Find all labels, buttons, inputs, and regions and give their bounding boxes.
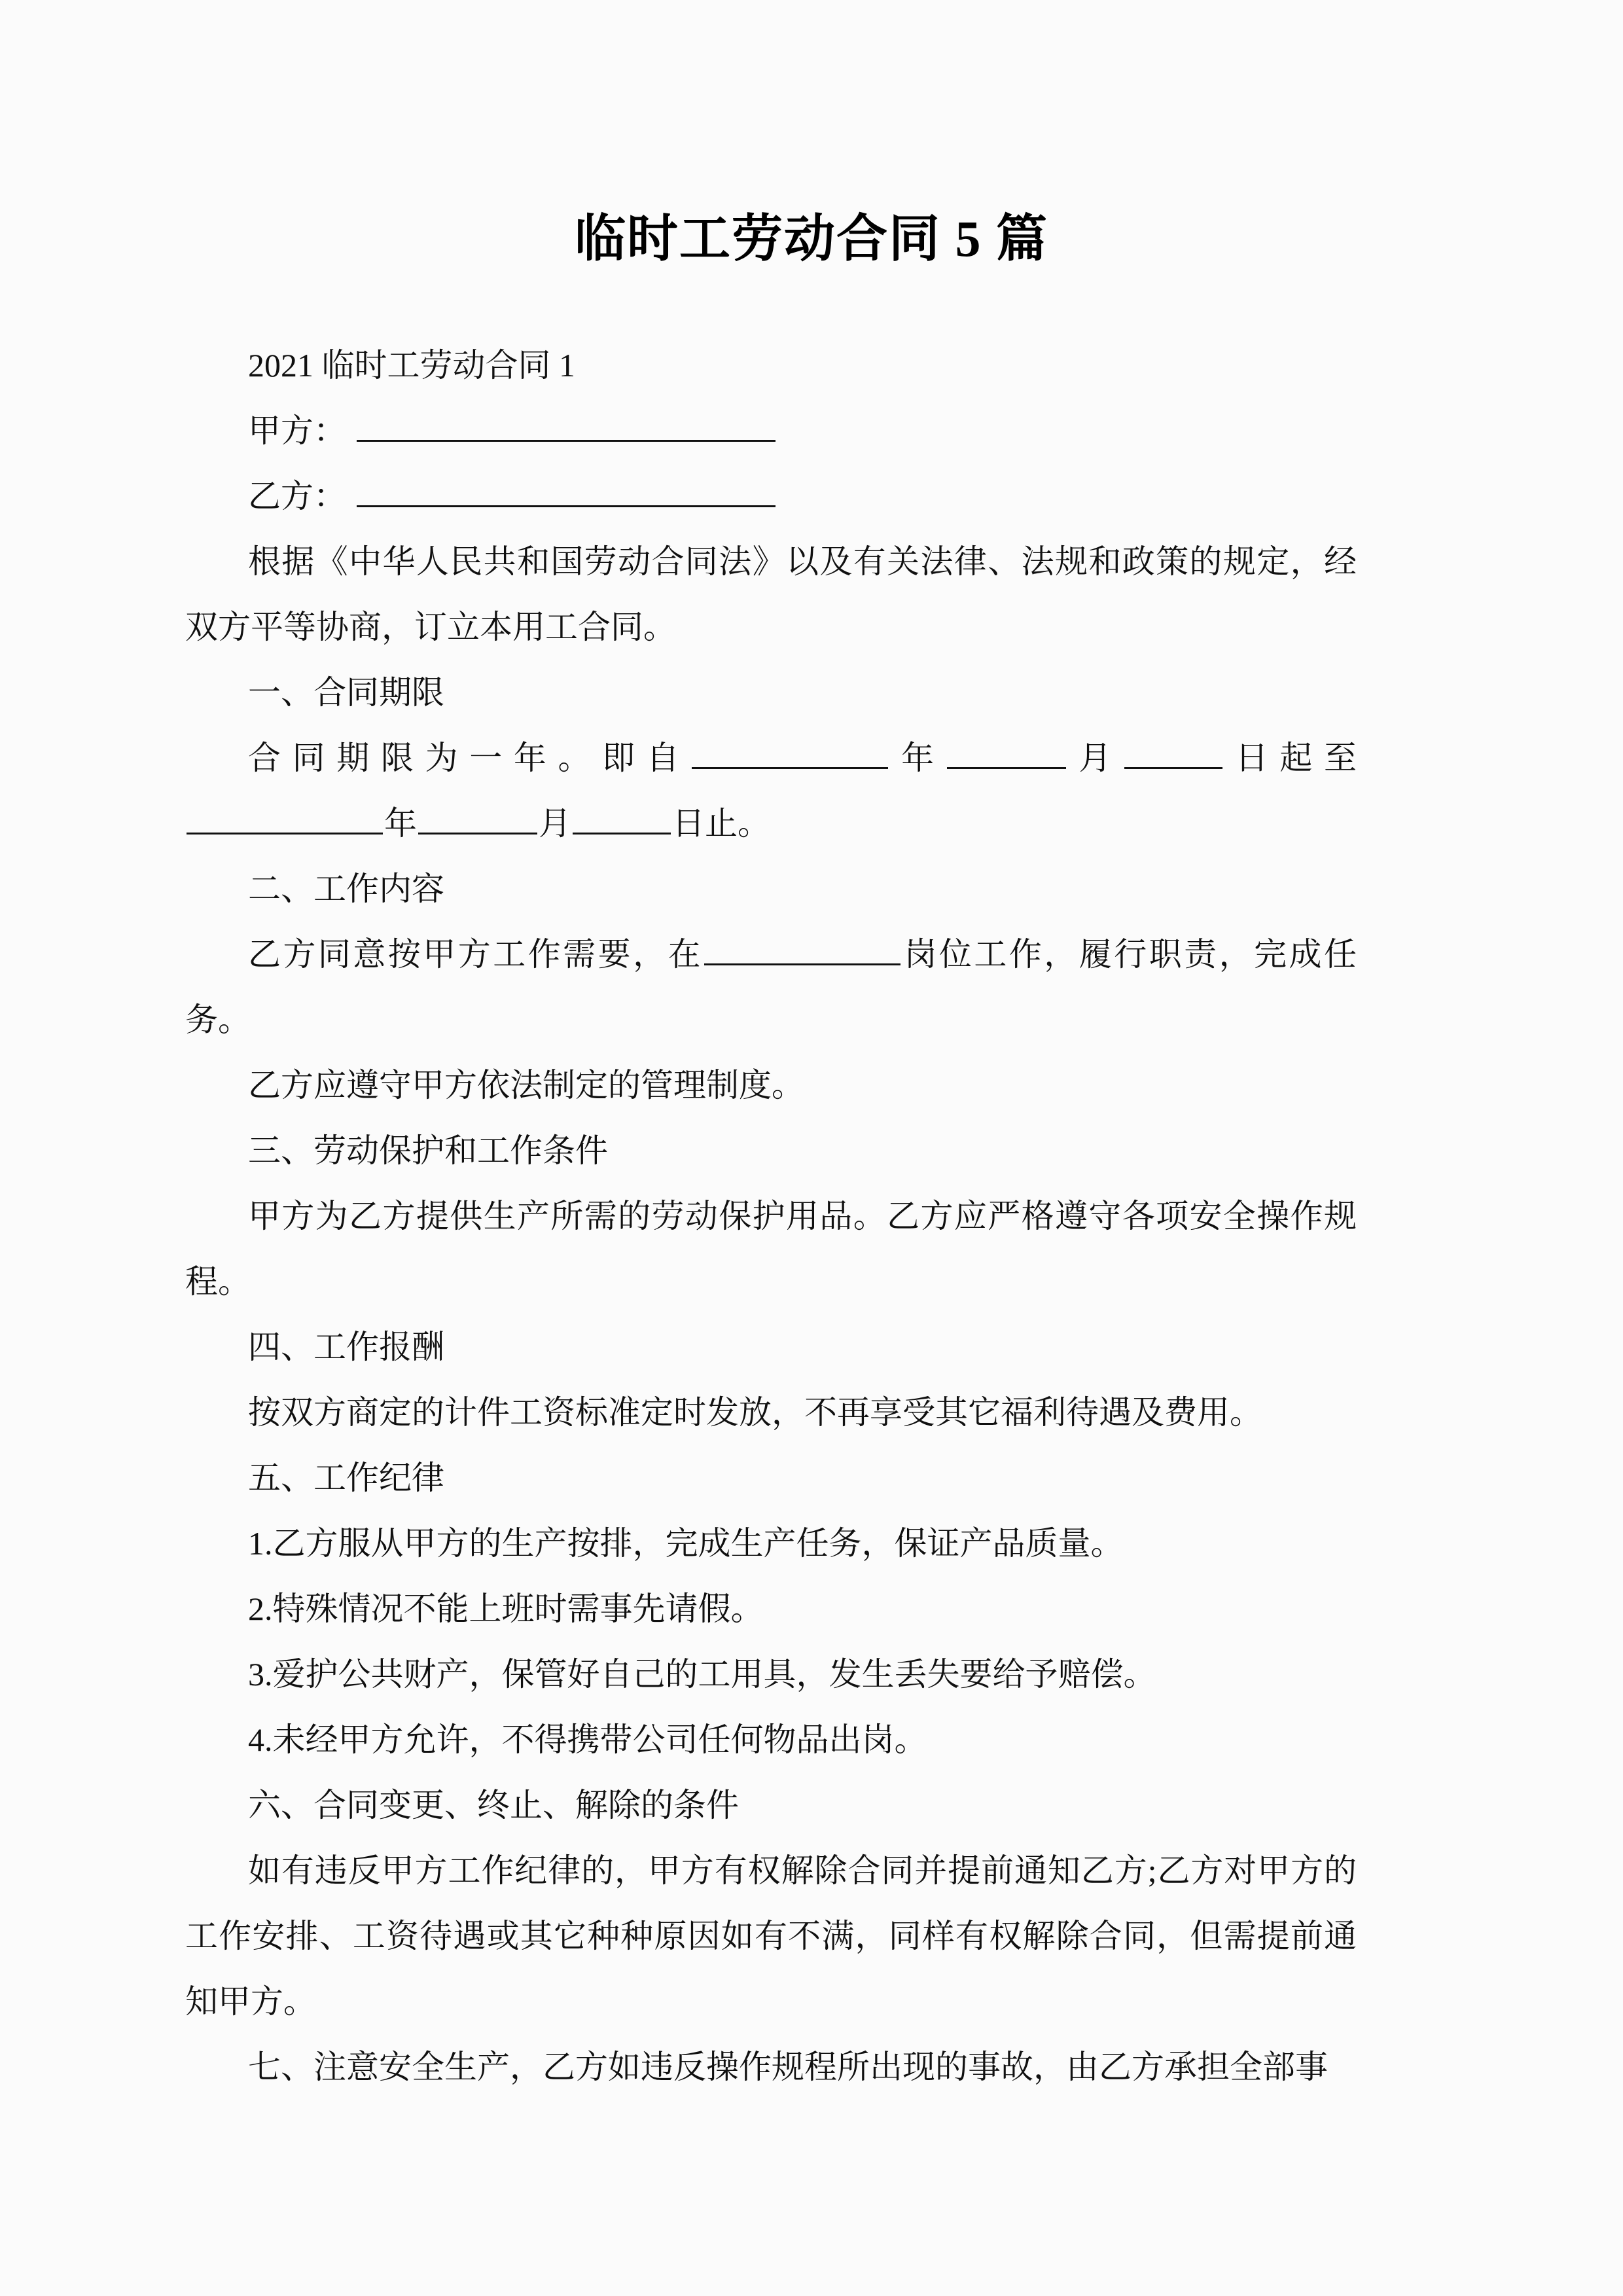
clause-6-heading: 六、合同变更、终止、解除的条件 xyxy=(248,1787,739,1823)
clause-4-heading: 四、工作报酬 xyxy=(248,1329,444,1365)
clause-1-text-a: 合同期限为一年。即自 xyxy=(248,740,691,776)
page-title: 临时工劳动合同 5 篇 xyxy=(574,210,1048,268)
clause-5-item-3: 3.爱护公共财产，保管好自己的工用具，发生丢失要给予赔偿。 xyxy=(248,1656,1156,1693)
party-a-blank[interactable] xyxy=(357,404,776,442)
document-body xyxy=(185,332,1357,2100)
clause-1-text-b: 年 xyxy=(889,740,946,776)
party-b-label: 乙方： xyxy=(248,478,346,514)
section-heading: 2021 临时工劳动合同 1 xyxy=(248,347,575,384)
clause-1-term-line xyxy=(185,725,1357,856)
clause-3-text: 甲方为乙方提供生产所需的劳动保护用品。乙方应严格遵守各项安全操作规程。 xyxy=(185,1198,1357,1300)
party-a-label: 甲方： xyxy=(248,412,346,449)
clause-2-rules-line: 乙方应遵守甲方依法制定的管理制度。 xyxy=(248,1067,804,1103)
end-month-blank[interactable] xyxy=(418,797,537,834)
clause-1-text-e: 年 xyxy=(384,805,417,842)
clause-2-position-line xyxy=(185,922,1357,1052)
clause-3-heading: 三、劳动保护和工作条件 xyxy=(248,1132,608,1169)
clause-1-text-c: 月 xyxy=(1067,740,1124,776)
clause-5-heading: 五、工作纪律 xyxy=(248,1460,444,1496)
party-b-blank[interactable] xyxy=(357,470,776,507)
start-month-blank[interactable] xyxy=(947,732,1066,769)
clause-5-item-4: 4.未经甲方允许，不得携带公司任何物品出岗。 xyxy=(248,1721,927,1758)
clause-5-item-1: 1.乙方服从甲方的生产按排，完成生产任务，保证产品质量。 xyxy=(248,1525,1124,1562)
start-year-blank[interactable] xyxy=(692,732,888,769)
end-year-blank[interactable] xyxy=(187,797,383,834)
clause-5-item-2: 2.特殊情况不能上班时需事先请假。 xyxy=(248,1590,764,1627)
preamble-paragraph: 根据《中华人民共和国劳动合同法》以及有关法律、法规和政策的规定，经双方平等协商，订立本用工合同。 xyxy=(185,543,1357,645)
clause-1-heading: 一、合同期限 xyxy=(248,674,444,711)
party-b-line xyxy=(185,463,1357,529)
clause-2-text-b: 岗位工作，履行职责，完成任务。 xyxy=(185,936,1357,1038)
clause-1-text-g: 日止。 xyxy=(672,805,770,842)
clause-4-text: 按双方商定的计件工资标准定时发放，不再享受其它福利待遇及费用。 xyxy=(248,1394,1262,1431)
clause-1-text-f: 月 xyxy=(539,805,571,842)
clause-2-heading: 二、工作内容 xyxy=(248,870,444,907)
clause-7-text: 七、注意安全生产，乙方如违反操作规程所出现的事故，由乙方承担全部事 xyxy=(248,2049,1328,2085)
clause-1-text-d: 日起至 xyxy=(1224,740,1357,776)
clause-6-text: 如有违反甲方工作纪律的，甲方有权解除合同并提前通知乙方;乙方对甲方的工作安排、工资待遇或其它种种原因如有不满，同样有权解除合同，但需提前通知甲方。 xyxy=(185,1852,1357,2020)
clause-2-text-a: 乙方同意按甲方工作需要，在 xyxy=(248,936,703,973)
end-day-blank[interactable] xyxy=(573,797,671,834)
party-a-line xyxy=(185,398,1357,463)
start-day-blank[interactable] xyxy=(1124,732,1222,769)
position-blank[interactable] xyxy=(704,928,901,965)
